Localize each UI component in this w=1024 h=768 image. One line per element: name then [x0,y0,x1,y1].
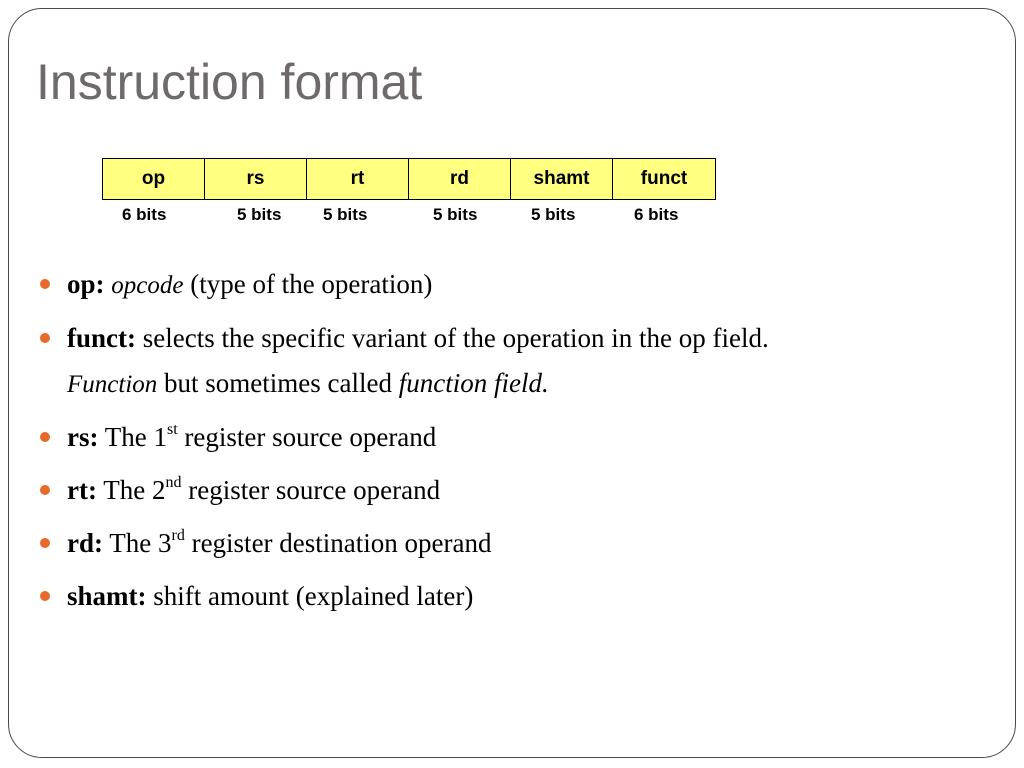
term-op: op: [67,269,105,299]
bullet-funct [38,316,968,407]
rd-text-pre: The 3 [103,528,172,558]
rs-text-pre: The 1 [98,422,167,452]
bullet-rt [38,468,968,513]
funct-description-cont: but sometimes called [157,368,399,398]
bits-label-op: 6 bits [122,205,167,224]
function-field-italic: function field [398,368,542,398]
funct-period: . [541,368,549,398]
bullet-dot-icon [40,538,50,548]
slide-title: Instruction format [36,54,423,110]
bullet-dot-icon [40,432,50,442]
rd-superscript: rd [171,527,185,544]
bullet-rd [38,521,968,566]
opcode-italic: opcode [111,272,184,299]
bits-label-shamt: 5 bits [531,205,576,224]
rt-text-pre: The 2 [96,475,166,505]
field-op: op [103,159,205,199]
term-rt: rt: [67,475,97,505]
shamt-description: shift amount (explained later) [146,581,474,611]
rd-text-post: register destination operand [184,528,492,558]
term-rd: rd: [67,528,103,558]
bits-label-funct: 6 bits [634,205,679,224]
definition-list [38,262,968,627]
bullet-dot-icon [40,485,50,495]
term-shamt: shamt: [67,581,147,611]
bits-label-rt: 5 bits [323,205,368,224]
field-shamt: shamt [511,159,613,199]
instruction-format-table [102,158,716,200]
bullet-rs [38,415,968,460]
bullet-dot-icon [40,591,50,601]
bits-label-rs: 5 bits [237,205,282,224]
bullet-dot-icon [40,279,50,289]
term-rs: rs: [67,422,99,452]
bullet-op [38,262,968,308]
function-italic: Function [67,371,158,398]
rs-text-post: register source operand [177,422,437,452]
rs-superscript: st [166,421,178,438]
bullet-dot-icon [40,333,50,343]
funct-description: selects the specific variant of the operation in the op field. [136,323,769,353]
field-rd: rd [409,159,511,199]
bits-label-rd: 5 bits [433,205,478,224]
bullet-shamt [38,574,968,619]
term-funct: funct: [67,323,136,353]
rt-superscript: nd [165,474,182,491]
field-rs: rs [205,159,307,199]
field-funct: funct [640,168,688,189]
rt-text-post: register source operand [181,475,441,505]
field-rt: rt [307,159,409,199]
op-description: (type of the operation) [183,269,433,299]
